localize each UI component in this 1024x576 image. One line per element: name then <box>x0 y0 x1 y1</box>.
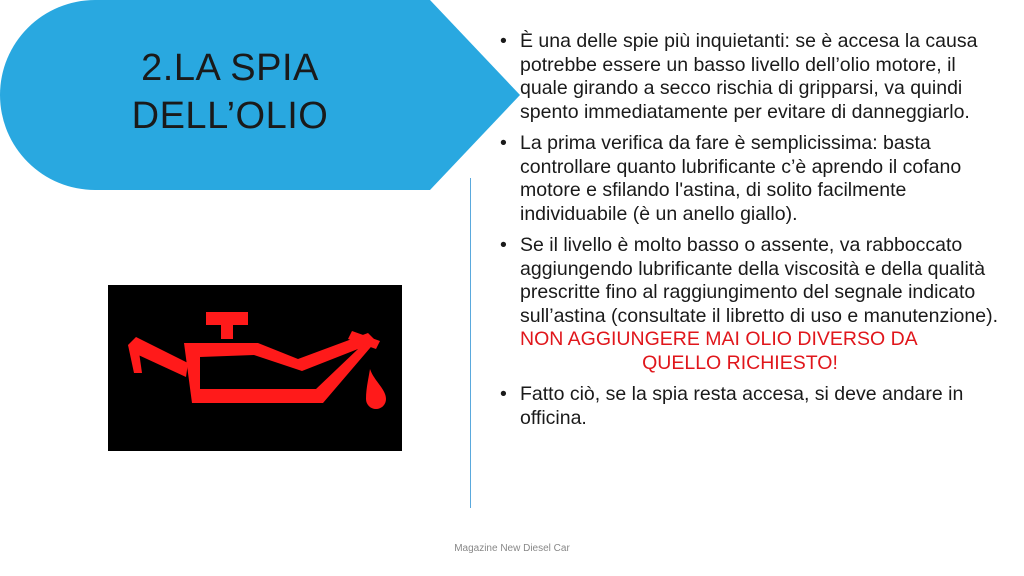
bullet-text: La prima verifica da fare è semplicissima: basta controllare quanto lubrificante c’è aprendo il cofano motore e sfilando l'astina, di solito facilmente individuabile (è un anello giallo). <box>520 132 962 225</box>
footer-text: Magazine New Diesel Car <box>454 543 570 554</box>
list-item <box>500 30 1000 124</box>
slide-title-line1: 2.LA SPIA <box>141 47 319 89</box>
list-item <box>500 234 1000 375</box>
bullet-text: È una delle spie più inquietanti: se è accesa la causa potrebbe essere un basso livello dell’olio motore, il quale girando a secco rischia di gripparsi, va quindi spento immediatamente per evitare di danneggiarlo. <box>520 30 978 123</box>
bullet-text: Fatto ciò, se la spia resta accesa, si deve andare in officina. <box>520 383 964 429</box>
slide-title <box>60 44 400 140</box>
slide-title-line2: DELL’OLIO <box>131 95 329 137</box>
warning-line2: QUELLO RICHIESTO! <box>642 351 838 374</box>
oil-warning-light-image <box>108 285 402 451</box>
bullet-text: Se il livello è molto basso o assente, va rabboccato aggiungendo lubrificante della viscosità e della qualità prescritte fino al raggiungimento del segnale indicato sull’astina (consultate il libretto di uso e manutenzione). <box>520 234 999 327</box>
bullet-icon: • <box>500 234 507 256</box>
bullet-icon: • <box>500 132 507 154</box>
oil-can-icon <box>108 285 402 451</box>
warning-line1: NON AGGIUNGERE MAI OLIO DIVERSO DA <box>520 328 918 350</box>
list-item <box>500 383 1000 430</box>
bullet-list <box>500 30 1000 438</box>
bullet-icon: • <box>500 383 507 405</box>
list-item <box>500 132 1000 226</box>
bullet-icon: • <box>500 30 507 52</box>
warning-text <box>520 328 1000 375</box>
vertical-divider <box>470 178 471 508</box>
